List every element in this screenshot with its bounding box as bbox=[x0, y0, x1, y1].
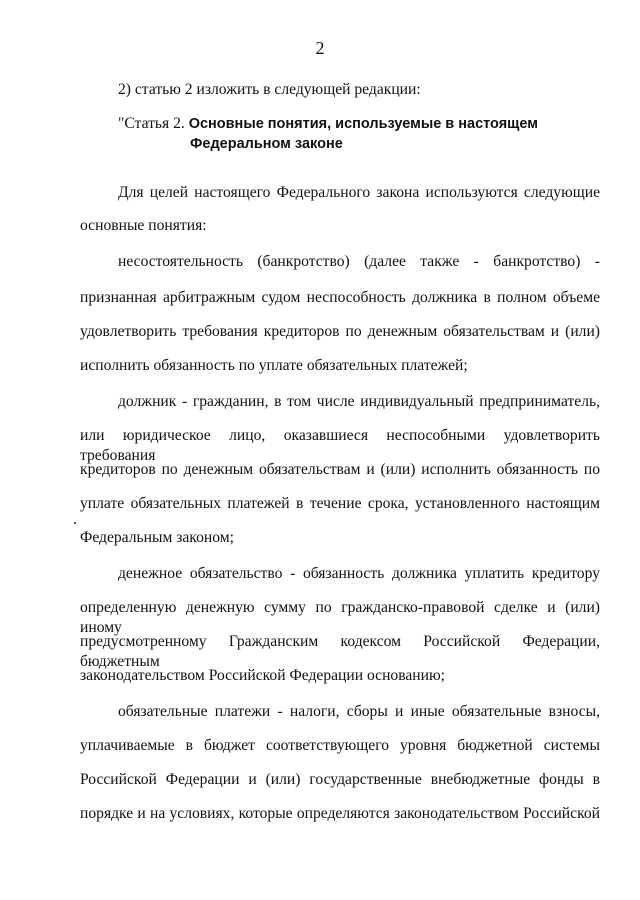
paragraph-line: уплате обязательных платежей в течение срока, установленного настоящим bbox=[80, 495, 600, 512]
paragraph-line: исполнить обязанность по уплате обязательных платежей; bbox=[80, 357, 468, 374]
scan-speck bbox=[74, 522, 76, 524]
paragraph-line: основные понятия: bbox=[80, 217, 207, 234]
article-label: "Статья 2. bbox=[118, 115, 185, 132]
paragraph-line: несостоятельность (банкротство) (далее также - банкротство) - bbox=[118, 253, 600, 270]
paragraph-line: признанная арбитражным судом неспособность должника в полном объеме bbox=[80, 289, 600, 306]
paragraph-line: уплачиваемые в бюджет соответствующего уровня бюджетной системы bbox=[80, 737, 600, 754]
article-title: Основные понятия, используемые в настоящем bbox=[188, 116, 539, 132]
intro-line: 2) статью 2 изложить в следующей редакции: bbox=[118, 81, 421, 98]
paragraph-line: предусмотренному Гражданским кодексом Российской Федерации, бюджетным bbox=[80, 633, 600, 670]
paragraph-line: должник - гражданин, в том числе индивидуальный предприниматель, bbox=[118, 393, 600, 410]
paragraph-line: Российской Федерации и (или) государственные внебюджетные фонды в bbox=[80, 771, 600, 788]
paragraph-line: обязательные платежи - налоги, сборы и иные обязательные взносы, bbox=[118, 703, 600, 720]
paragraph-line: порядке и на условиях, которые определяются законодательством Российской bbox=[80, 805, 600, 822]
paragraph-line: определенную денежную сумму по гражданско-правовой сделке и (или) иному bbox=[80, 599, 600, 636]
page-number: 2 bbox=[315, 38, 325, 58]
paragraph-line: или юридическое лицо, оказавшиеся неспособными удовлетворить требования bbox=[80, 427, 600, 464]
article-heading bbox=[118, 114, 538, 134]
paragraph-line: законодательством Российской Федерации основанию; bbox=[80, 667, 445, 684]
paragraph-line: Для целей настоящего Федерального закона используются следующие bbox=[118, 184, 600, 201]
paragraph-line: удовлетворить требования кредиторов по денежным обязательствам и (или) bbox=[80, 323, 600, 340]
paragraph-line: денежное обязательство - обязанность должника уплатить кредитору bbox=[118, 565, 600, 582]
paragraph-line: кредиторов по денежным обязательствам и (или) исполнить обязанность по bbox=[80, 461, 600, 478]
article-title-continued: Федеральном законе bbox=[190, 136, 343, 152]
paragraph-line: Федеральным законом; bbox=[80, 529, 234, 546]
